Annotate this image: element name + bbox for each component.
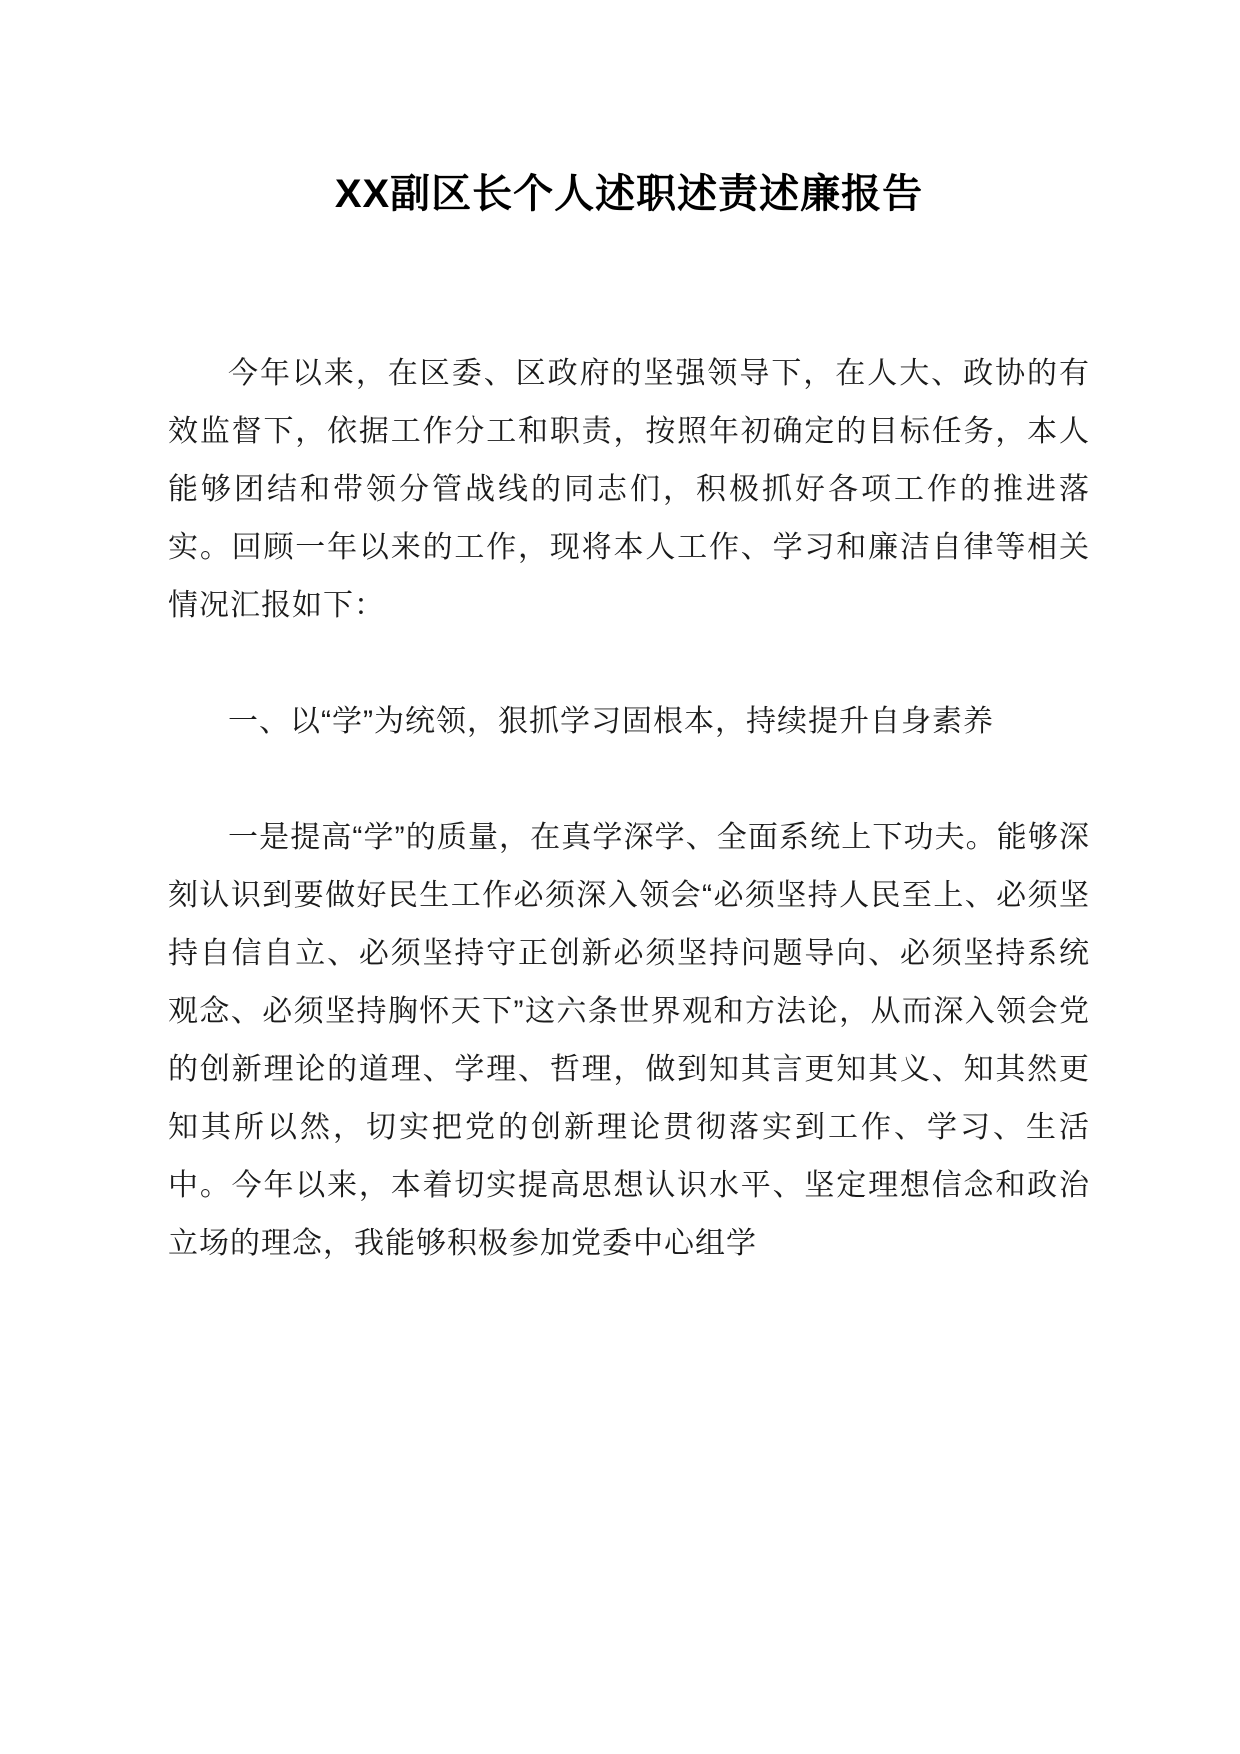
section-heading: 一、以“学”为统领，狠抓学习固根本，持续提升自身素养	[228, 705, 994, 738]
document-title: XX副区长个人述职述责述廉报告	[334, 172, 924, 216]
paragraph-intro: 今年以来，在区委、区政府的坚强领导下，在人大、政协的有效监督下，依据工作分工和职责，按照年初确定的目标任务，本人能够团结和带领分管战线的同志们，积极抓好各项工作的推进落实。回顾一年以来的工作，现将本人工作、学习和廉洁自律等相关情况汇报如下：	[168, 357, 1090, 622]
paragraph-body: 一是提高“学”的质量，在真学深学、全面系统上下功夫。能够深刻认识到要做好民生工作必须深入领会“必须坚持人民至上、必须坚持自信自立、必须坚持守正创新必须坚持问题导向、必须坚持系统观念、必须坚持胸怀天下”这六条世界观和方法论，从而深入领会党的创新理论的道理、学理、哲理，做到知其言更知其义、知其然更知其所以然，切实把党的创新理论贯彻落实到工作、学习、生活中。今年以来，本着切实提高思想认识水平、坚定理想信念和政治立场的理念，我能够积极参加党委中心组学	[168, 821, 1090, 1260]
